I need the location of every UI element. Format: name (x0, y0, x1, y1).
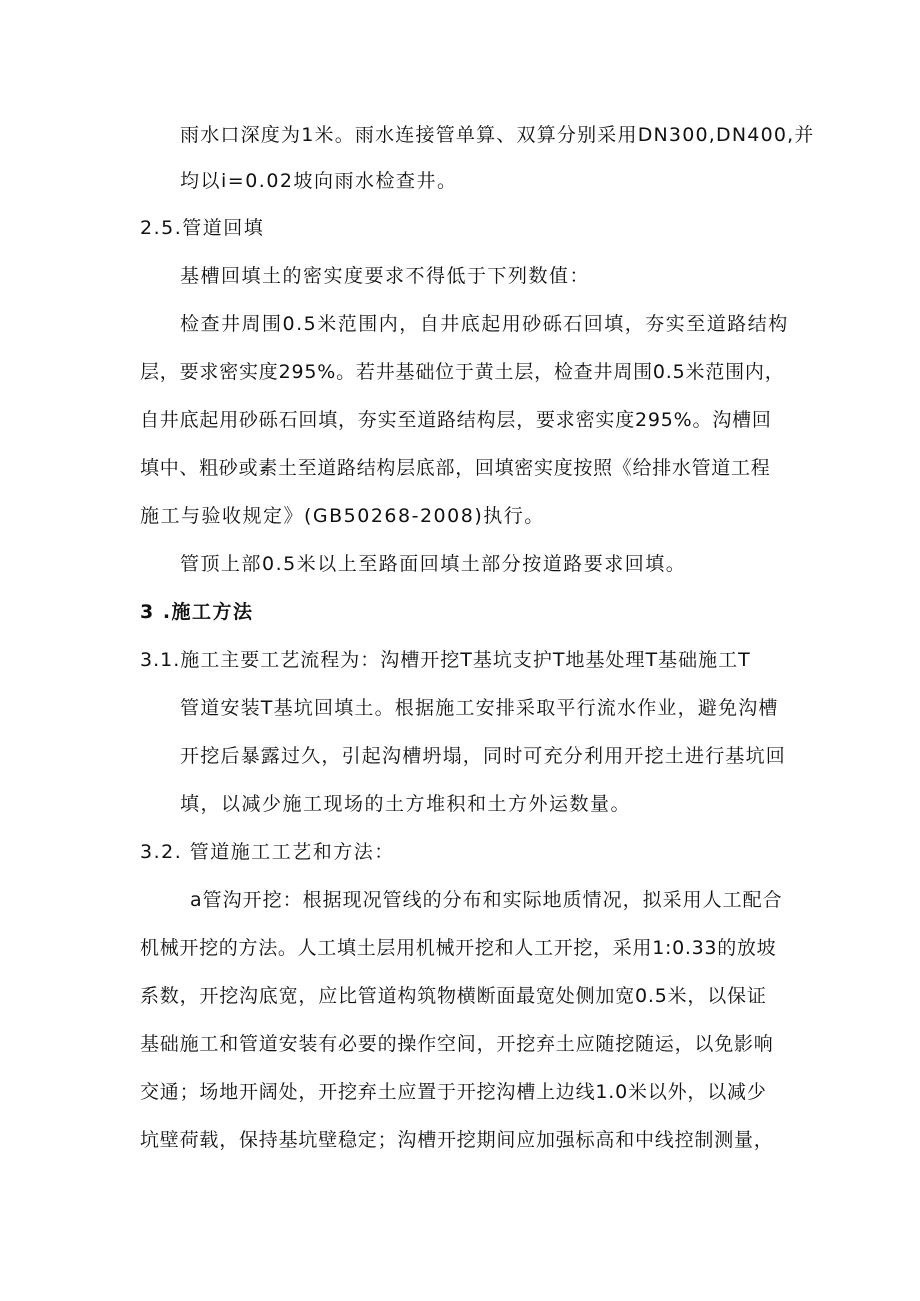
paragraph-line: 开挖后暴露过久，引起沟槽坍塌，同时可充分利用开挖土进行基坑回 (180, 745, 787, 767)
paragraph-line: 填中、粗砂或素土至道路结构层底部，回填密实度按照《给排水管道工程 (140, 457, 771, 479)
section-heading: 2.5.管道回填 (140, 217, 265, 239)
paragraph-line: 自井底起用砂砾石回填，夯实至道路结构层，要求密实度295%。沟槽回 (140, 409, 772, 431)
paragraph-line: 管道安装T基坑回填土。根据施工安排采取平行流水作业，避免沟槽 (180, 697, 779, 719)
paragraph-line: 均以i=0.02坡向雨水检查井。 (180, 170, 458, 192)
section-heading: 3 .施工方法 (140, 601, 254, 623)
paragraph-line: 坑壁荷载，保持基坑壁稳定；沟槽开挖期间应加强标高和中线控制测量， (140, 1129, 774, 1151)
paragraph-line: 3.1.施工主要工艺流程为：沟槽开挖T基坑支护T地基处理T基础施工T (140, 649, 751, 671)
paragraph-line: 交通；场地开阔处，开挖弃土应置于开挖沟槽上边线1.0米以外，以减少 (140, 1081, 767, 1103)
paragraph-line: a管沟开挖：根据现况管线的分布和实际地质情况，拟采用人工配合 (190, 889, 783, 911)
paragraph-line: 基础施工和管道安装有必要的操作空间，开挖弃土应随挖随运，以免影响 (140, 1033, 774, 1055)
paragraph-line: 检查井周围0.5米范围内，自井底起用砂砾石回填，夯实至道路结构 (180, 313, 789, 335)
paragraph-line: 基槽回填土的密实度要求不得低于下列数值： (180, 265, 591, 287)
paragraph-line: 填，以减少施工现场的土方堆积和土方外运数量。 (180, 793, 632, 815)
paragraph-line: 层，要求密实度295%。若井基础位于黄土层，检查井周围0.5米范围内， (140, 361, 785, 383)
paragraph-line: 雨水口深度为1米。雨水连接管单算、双算分别采用DN300,DN400,并 (180, 124, 815, 146)
paragraph-line: 管顶上部0.5米以上至路面回填土部分按道路要求回填。 (180, 553, 687, 575)
section-heading: 3.2. 管道施工工艺和方法： (140, 841, 395, 863)
paragraph-line: 系数，开挖沟底宽，应比管道构筑物横断面最宽处侧加宽0.5米，以保证 (140, 985, 767, 1007)
paragraph-line: 机械开挖的方法。人工填土层用机械开挖和人工开挖，采用1:0.33的放坡 (140, 937, 777, 959)
paragraph-line: 施工与验收规定》(GB50268-2008)执行。 (140, 505, 545, 527)
